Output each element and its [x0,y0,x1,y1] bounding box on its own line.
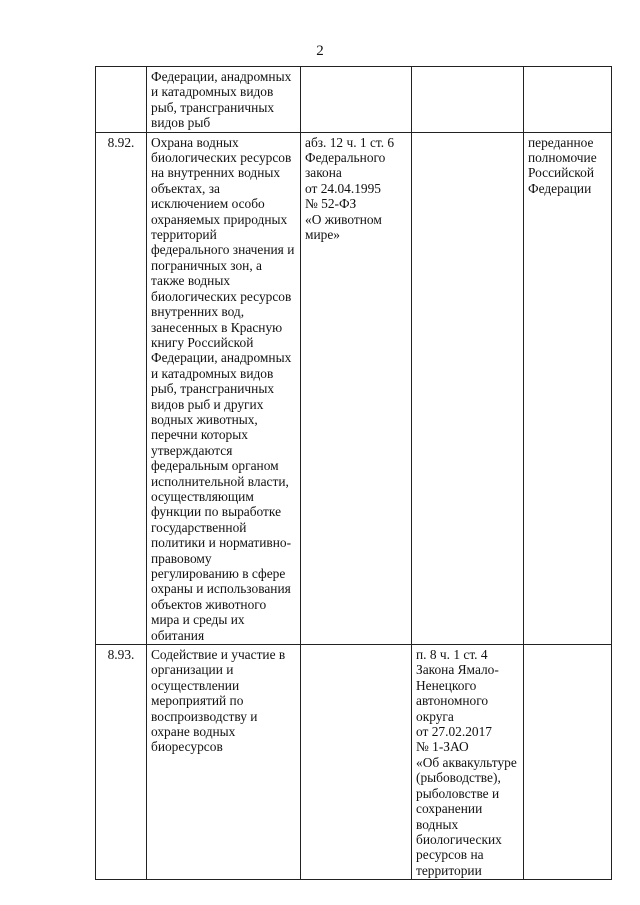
table-row-8-93 [96,645,612,880]
regional-basis-cell [412,67,524,133]
power-name-cell [147,645,301,880]
power-name: Содействие и участие в организации и осуществлении мероприятий по воспроизводству и охране водных биоресурсов [151,647,286,755]
federal-basis: абз. 12 ч. 1 ст. 6 Федерального закона от 24.04.1995 № 52-ФЗ «О животном мире» [305,134,395,243]
power-name: Охрана водных биологических ресурсов на внутренних водных объектах, за исключением особо охраняемых природных территорий федерального значения и пограничных зон, а также водных биологических ресурсов внутренних вод, занесенных в Красную книгу Российской Федерации, анадромных и катадромных видов рыб, трансграничных видов рыб и других водных животных, перечни которых утверждаются федеральным органом исполнительной власти, осуществляющим функции по выработке государственной политики и нормативно- правовому регулированию в сфере охраны и использования объектов животного мира и среды их обитания [151,134,295,643]
row-number-cell [96,132,147,644]
note: переданное полномочие Российской Федерации [528,134,597,196]
federal-basis-cell [301,67,412,133]
power-name: Федерации, анадромных и катадромных видов рыб, трансграничных видов рыб [151,69,292,131]
table-row-continuation [96,67,612,133]
row-number-cell [96,67,147,133]
powers-table [95,66,612,880]
row-number: 8.93. [107,647,135,663]
regional-basis: п. 8 ч. 1 ст. 4 Закона Ямало- Ненецкого автономного округа от 27.02.2017 № 1-ЗАО «Об аквакультуре (рыбоводстве), рыболовстве и сохранении водных биологических ресурсов на территории [416,647,517,878]
regional-basis-cell [412,132,524,644]
regional-basis-cell [412,645,524,880]
row-number-cell [96,645,147,880]
page-number: 2 [316,43,324,59]
note-cell [524,67,612,133]
table-row-8-92 [96,132,612,644]
note-cell [524,132,612,644]
power-name-cell [147,67,301,133]
note-cell [524,645,612,880]
federal-basis-cell [301,132,412,644]
power-name-cell [147,132,301,644]
row-number: 8.92. [107,134,135,150]
federal-basis-cell [301,645,412,880]
